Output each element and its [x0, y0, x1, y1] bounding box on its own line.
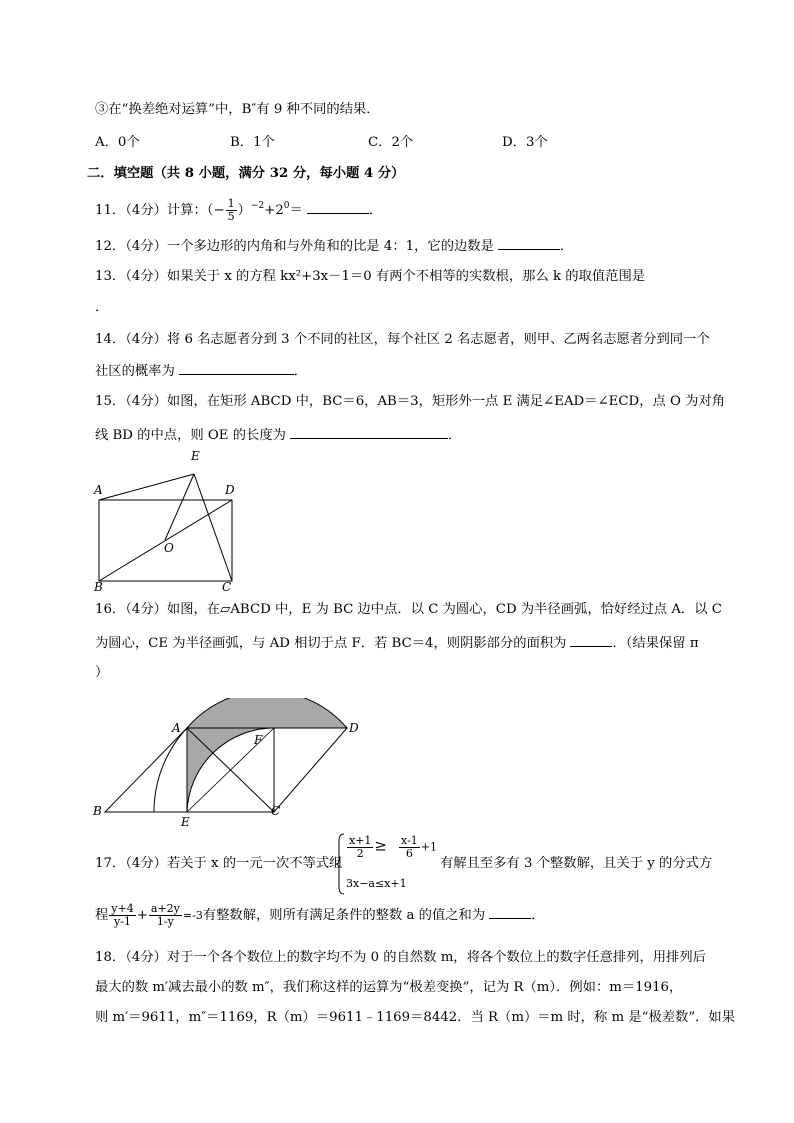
q14-line2 — [95, 360, 307, 382]
q16-line2 — [95, 632, 699, 654]
outer-arc — [154, 728, 187, 812]
q15-line2-text: 线 BD 的中点，则 OE 的长度为 — [95, 428, 286, 443]
answer-blank[interactable] — [179, 360, 294, 375]
q17-rhs: =-3 — [182, 909, 203, 922]
label-c: C — [222, 580, 232, 594]
q13-line2: ． — [95, 300, 109, 315]
q18-line2: 最大的数 m′减去最小的数 m″，我们称这样的运算为“极差变换”，记为 R（m）．例如：m＝1916， — [95, 980, 683, 995]
q17-end: ． — [531, 908, 545, 923]
inequality-2: 3x−a≤x+1 — [346, 877, 407, 890]
q17-line1-after: 有解且至多有 3 个整数解，且关于 y 的分式方 — [440, 856, 713, 871]
seg-oe — [165, 474, 194, 540]
q11 — [95, 196, 382, 223]
q11-eq: ＝ — [289, 203, 303, 218]
q11-plus: +2 — [264, 203, 284, 218]
q11-prefix: 11．（4分）计算：（− — [95, 203, 225, 218]
figure-15 — [88, 444, 248, 594]
q17-line2-prefix: 程 — [95, 908, 109, 923]
q15-line1: 15．（4分）如图，在矩形 ABCD 中，BC＝6，AB＝3，矩形外一点 E 满足∠EAD＝∠ECD，点 O 为对角 — [95, 394, 726, 409]
figure-16 — [88, 698, 378, 833]
q10-item3 — [95, 100, 380, 120]
q12-text: 12．（4分）一个多边形的内角和与外角和的比是 4：1，它的边数是 — [95, 239, 494, 254]
label-b: B — [94, 580, 103, 594]
answer-blank[interactable] — [489, 904, 531, 919]
inequality-1: $\frac{x+1}{2}$ ≥ $\frac{x-1}{6}$ +1 — [349, 834, 437, 860]
q18-line1: 18．（4分）对于一个各个数位上的数字均不为 0 的自然数 m，将各个数位上的数字任意排列，用排列后 — [95, 950, 706, 965]
q15-end: ． — [447, 428, 462, 443]
q11-end: ． — [368, 203, 383, 218]
q12 — [95, 235, 573, 257]
q14-line1: 14．（4分）将 6 名志愿者分到 3 个不同的社区，每个社区 2 名志愿者，则甲、乙两名志愿者分到同一个 — [95, 332, 710, 347]
q14-line2-text: 社区的概率为 — [95, 364, 175, 379]
inequality-system — [336, 833, 456, 895]
q16-line1: 16．（4分）如图，在▱ABCD 中，E 为 BC 边中点．以 C 为圆心，CD 为半径画弧，恰好经过点 A．以 C — [95, 602, 722, 617]
q16-line3: ） — [95, 665, 109, 680]
answer-blank[interactable] — [570, 632, 612, 647]
label-o: O — [164, 541, 174, 555]
q11-exp: −2 — [250, 201, 265, 211]
q16-line2-end: ．（结果保留 π — [612, 636, 699, 651]
label-e: E — [181, 815, 190, 829]
answer-blank[interactable] — [290, 424, 448, 439]
label-d: D — [225, 483, 235, 497]
q18-line3: 则 m′＝9611，m″＝1169，R（m）＝9611﹣1169＝8442．当 R（m）＝m 时，称 m 是“极差数”．如果 — [95, 1010, 736, 1025]
section-title: 二．填空题（共 8 小题，满分 32 分，每小题 4 分） — [87, 166, 405, 181]
choice-b: B．1个 — [230, 135, 275, 150]
q17-plus: + — [136, 908, 148, 923]
label-d: D — [349, 721, 359, 735]
label-e: E — [191, 449, 200, 463]
q17-line1-prefix: 17．（4分）若关于 x 的一元一次不等式组 — [95, 856, 343, 871]
brace-icon — [336, 833, 346, 895]
answer-blank[interactable] — [498, 235, 560, 250]
q14-end: ． — [293, 364, 308, 379]
choice-a: A．0个 — [95, 135, 140, 150]
q17-line2-text: 有整数解，则所有满足条件的整数 a 的值之和为 — [202, 908, 486, 923]
answer-blank[interactable] — [307, 199, 369, 214]
circled-number: ③ — [95, 102, 109, 117]
q12-end: ． — [559, 239, 574, 254]
q11-paren: ） — [237, 203, 251, 218]
seg-ae — [99, 474, 194, 500]
q16-line2-text: 为圆心，CE 为半径画弧，与 AD 相切于点 F．若 BC＝4，则阴影部分的面积为 — [95, 636, 567, 651]
q11-fraction: $\frac{1}{5}$ — [227, 197, 235, 223]
choice-d: D．3个 — [502, 135, 548, 150]
choice-c: C．2个 — [368, 135, 414, 150]
q17-line2 — [95, 903, 544, 928]
label-a: A — [94, 483, 103, 497]
label-a: A — [172, 721, 181, 735]
shade-upper-segment — [187, 698, 347, 728]
q17-fraction-1: $\frac{y+4}{y-1}$ — [111, 902, 134, 928]
q13-line1: 13．（4分）如果关于 x 的方程 kx²+3x－1＝0 有两个不相等的实数根，那么 k 的取值范围是 — [95, 269, 646, 284]
q17-fraction-2: $\frac{a+2y}{1-y}$ — [150, 902, 180, 928]
q11-exp0: 0 — [283, 201, 290, 211]
q15-line2 — [95, 424, 461, 446]
label-f: F — [254, 733, 263, 747]
q10-item3-text: 在“换差绝对运算”中，B″有 9 种不同的结果． — [108, 102, 380, 117]
label-c: C — [271, 804, 281, 818]
label-b: B — [93, 804, 102, 818]
